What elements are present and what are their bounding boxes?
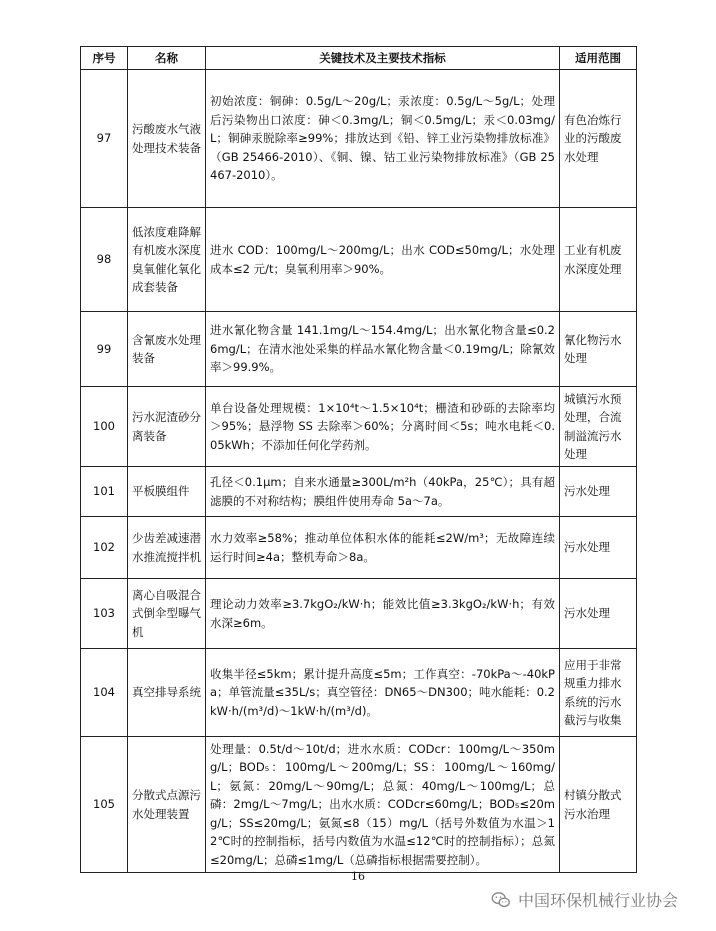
row-tech: 进水氰化物含量 141.1mg/L～154.4mg/L；出水氰化物含量≤0.26mg/L；在清水池处采集的样品水氰化物含量＜0.19mg/L；除氰效率＞99.9%。 xyxy=(206,312,560,387)
row-name: 污水泥渣砂分离装备 xyxy=(128,387,206,467)
watermark-text: 中国环保机械行业协会 xyxy=(518,891,679,910)
row-number: 104 xyxy=(81,649,128,737)
row-scope: 工业有机废水深度处理 xyxy=(560,208,637,312)
table-row xyxy=(81,312,637,387)
row-tech: 理论动力效率≥3.7kgO₂/kW·h；能效比值≥3.3kgO₂/kW·h；有效水深≥6m。 xyxy=(206,579,560,649)
row-tech: 单台设备处理规模：1×10⁴t～1.5×10⁴t；栅渣和砂砾的去除率均＞95%；悬浮物 SS 去除率＞60%；分离时间＜5s；吨水电耗＜0.05kWh；不添加任何化学药剂。 xyxy=(206,387,560,467)
row-scope: 应用于非常规重力排水系统的污水截污与收集 xyxy=(560,649,637,737)
watermark xyxy=(490,888,678,911)
row-number: 98 xyxy=(81,208,128,312)
row-tech: 处理量：0.5t/d～10t/d；进水水质：CODcr：100mg/L～350mg/L；BOD₅：100mg/L～200mg/L；SS：100mg/L～160mg/L；氨氮：20mg/L～90mg/L；总氮：40mg/L～100mg/L；总磷：2mg/L～7mg/L；出水水质：CODcr≤60mg/L；BOD₅≤20mg/L；SS≤20mg/L；氨氮≤8（15）mg/L（括号外数值为水温＞12℃时的控制指标，括号内数值为水温≤12℃时的控制指标）；总氮≤20mg/L；总磷≤1mg/L（总磷指标根据需要控制）。 xyxy=(206,737,560,873)
table-row xyxy=(81,387,637,467)
row-number: 97 xyxy=(81,70,128,208)
table-row xyxy=(81,467,637,517)
row-name: 低浓度难降解有机废水深度臭氧催化氧化成套装备 xyxy=(128,208,206,312)
row-scope: 城镇污水预处理，合流制溢流污水处理 xyxy=(560,387,637,467)
table-row xyxy=(81,737,637,873)
header-name: 名称 xyxy=(128,47,206,70)
row-tech: 孔径＜0.1μm；自来水通量≥300L/m²h（40kPa，25℃）；具有超滤膜的不对称结构；膜组件使用寿命 5a～7a。 xyxy=(206,467,560,517)
page-number: 16 xyxy=(351,870,365,883)
row-name: 少齿差减速潜水推流搅拌机 xyxy=(128,517,206,579)
row-number: 105 xyxy=(81,737,128,873)
row-scope: 污水处理 xyxy=(560,579,637,649)
wechat-icon xyxy=(490,889,512,911)
table-header-row xyxy=(81,47,637,70)
row-name: 平板膜组件 xyxy=(128,467,206,517)
row-tech: 水力效率≥58%；推动单位体积水体的能耗≤2W/m³；无故障连续运行时间≥4a；整机寿命＞8a。 xyxy=(206,517,560,579)
row-tech: 收集半径≤5km；累计提升高度≤5m；工作真空：-70kPa～-40kPa；单管流量≤35L/s；真空管径：DN65～DN300；吨水能耗：0.2kW·h/(m³/d)～1kW·h/(m³/d)。 xyxy=(206,649,560,737)
row-scope: 氰化物污水处理 xyxy=(560,312,637,387)
table-row xyxy=(81,208,637,312)
row-tech: 初始浓度：铜砷：0.5g/L～20g/L；汞浓度：0.5g/L～5g/L；处理后污染物出口浓度：砷＜0.3mg/L；铜＜0.5mg/L；汞＜0.03mg/L；铜砷汞脱除率≥99%；排放达到《铅、锌工业污染物排放标准》（GB 25466-2010）、《铜、镍、钴工业污染物排放标准》（GB 25467-2010）。 xyxy=(206,70,560,208)
row-name: 真空排导系统 xyxy=(128,649,206,737)
row-number: 103 xyxy=(81,579,128,649)
table-row xyxy=(81,517,637,579)
row-scope: 污水处理 xyxy=(560,467,637,517)
row-number: 99 xyxy=(81,312,128,387)
header-no: 序号 xyxy=(81,47,128,70)
row-name: 污酸废水气液处理技术装备 xyxy=(128,70,206,208)
row-scope: 村镇分散式污水治理 xyxy=(560,737,637,873)
table-row xyxy=(81,649,637,737)
header-scope: 适用范围 xyxy=(560,47,637,70)
header-tech: 关键技术及主要技术指标 xyxy=(206,47,560,70)
table-row xyxy=(81,579,637,649)
row-number: 100 xyxy=(81,387,128,467)
row-name: 含氰废水处理装备 xyxy=(128,312,206,387)
equipment-table xyxy=(80,46,637,873)
row-tech: 进水 COD：100mg/L～200mg/L；出水 COD≤50mg/L；水处理成本≤2 元/t；臭氧利用率＞90%。 xyxy=(206,208,560,312)
row-name: 分散式点源污水处理装置 xyxy=(128,737,206,873)
table-row xyxy=(81,70,637,208)
row-number: 101 xyxy=(81,467,128,517)
row-scope: 有色冶炼行业的污酸废水处理 xyxy=(560,70,637,208)
row-scope: 污水处理 xyxy=(560,517,637,579)
row-number: 102 xyxy=(81,517,128,579)
row-name: 离心自吸混合式倒伞型曝气机 xyxy=(128,579,206,649)
